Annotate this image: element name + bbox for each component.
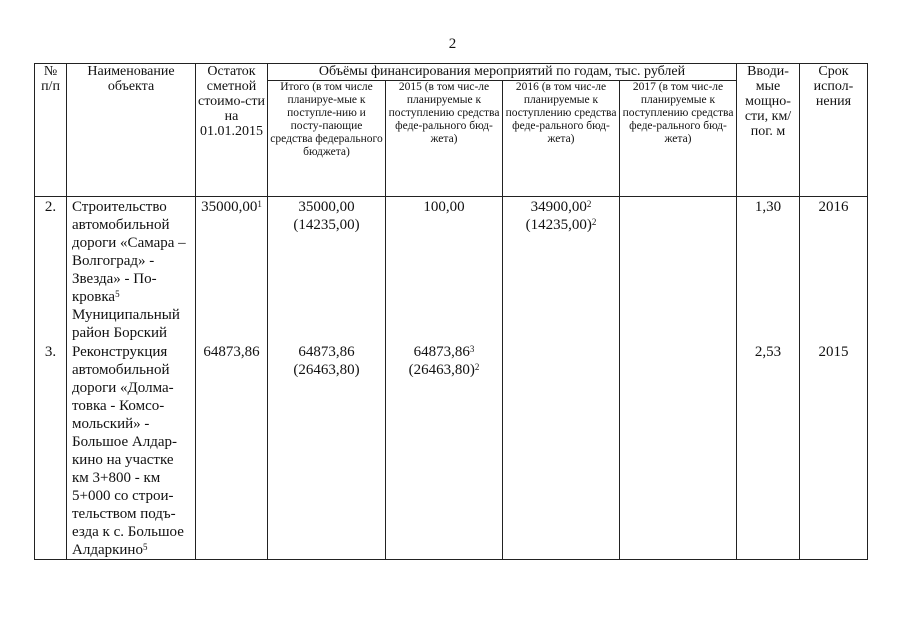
table-row bbox=[35, 197, 868, 343]
header-funding-group: Объёмы финансирования мероприятий по годам, тыс. рублей bbox=[268, 64, 737, 81]
header-2016: 2016 (в том чис-ле планируемые к поступлению средства феде-рального бюд-жета) bbox=[503, 81, 620, 197]
capacity-cell: 1,30 bbox=[737, 197, 800, 343]
remainder-cell: 64873,86 bbox=[196, 342, 268, 560]
total-cell: 35000,00 (14235,00) bbox=[268, 197, 386, 343]
row-number: 3. bbox=[35, 342, 67, 560]
header-2015: 2015 (в том чис-ле планируемые к поступлению средства феде-рального бюд-жета) bbox=[386, 81, 503, 197]
header-name: Наименование объекта bbox=[67, 64, 196, 197]
object-name: Реконструкция автомобильной дороги «Долма-товка - Комсо-мольский» - Большое Алдар-кино на участке км 3+800 - км 5+000 со строи-тельством подъ-езда к с. Большое Алдаркино$^5$ bbox=[67, 342, 196, 560]
capacity-cell: 2,53 bbox=[737, 342, 800, 560]
row-number: 2. bbox=[35, 197, 67, 343]
page-number: 2 bbox=[448, 36, 457, 52]
y2016-cell: 34900,00$^2$ $(14235,00)^2$ bbox=[503, 197, 620, 343]
object-name: Строительство автомобильной дороги «Самара – Волгоград» - Звезда» - По-кровка$^5$ Муниципальный район Борский bbox=[67, 197, 196, 343]
header-capacity: Вводи-мые мощно-сти, км/пог. м bbox=[737, 64, 800, 197]
funding-table bbox=[34, 63, 868, 560]
header-remainder: Остаток сметной стоимо-сти на 01.01.2015 bbox=[196, 64, 268, 197]
header-term: Срок испол-нения bbox=[800, 64, 868, 197]
y2017-cell bbox=[620, 342, 737, 560]
y2016-cell bbox=[503, 342, 620, 560]
y2017-cell bbox=[620, 197, 737, 343]
remainder-cell: 35000,00$^1$ bbox=[196, 197, 268, 343]
term-cell: 2016 bbox=[800, 197, 868, 343]
header-total: Итого (в том числе планируе-мые к поступле-нию и посту-пающие средства федерального бюджета) bbox=[268, 81, 386, 197]
y2015-cell: 100,00 bbox=[386, 197, 503, 343]
term-cell: 2015 bbox=[800, 342, 868, 560]
total-cell: 64873,86 (26463,80) bbox=[268, 342, 386, 560]
table-row bbox=[35, 342, 868, 560]
header-num: № п/п bbox=[35, 64, 67, 197]
y2015-cell: 64873,86$^3$ $(26463,80)^2$ bbox=[386, 342, 503, 560]
header-2017: 2017 (в том чис-ле планируемые к поступлению средства феде-рального бюд-жета) bbox=[620, 81, 737, 197]
